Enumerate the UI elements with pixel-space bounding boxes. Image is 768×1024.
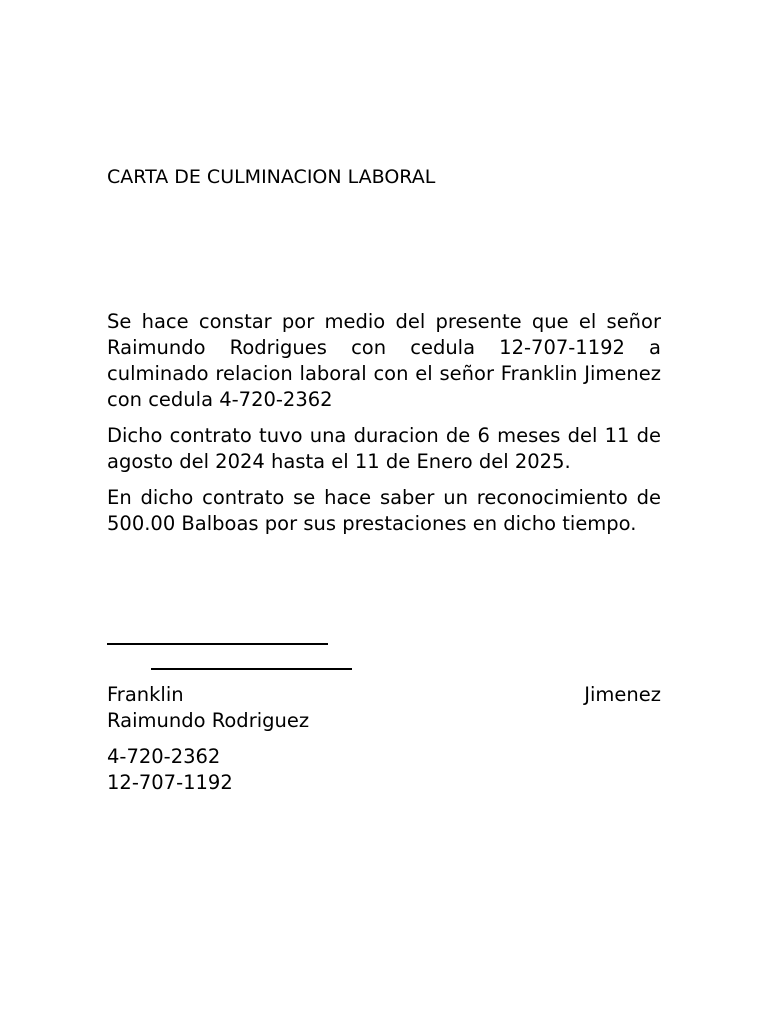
letter-title: CARTA DE CULMINACION LABORAL [107,166,436,188]
second-id-number: 12-707-1192 [107,771,233,794]
signature-line-second [151,668,352,670]
paragraph-compensation: En dicho contrato se hace saber un reconocimiento de 500.00 Balboas por sus prestaciones en dicho tiempo. [107,486,661,535]
signer-first-name: Franklin [107,683,184,706]
paragraph-statement: Se hace constar por medio del presente que el señor Raimundo Rodrigues con cedula 12-707-1192 a culminado relacion laboral con el señor Franklin Jimenez con cedula 4-720-2362 [107,310,661,411]
signer-last-name: Jimenez [584,683,661,706]
second-signer-name: Raimundo Rodriguez [107,709,310,732]
first-id-number: 4-720-2362 [107,745,221,768]
signature-line-first [107,643,328,645]
paragraph-duration: Dicho contrato tuvo una duracion de 6 meses del 11 de agosto del 2024 hasta el 11 de Enero del 2025. [107,424,661,473]
